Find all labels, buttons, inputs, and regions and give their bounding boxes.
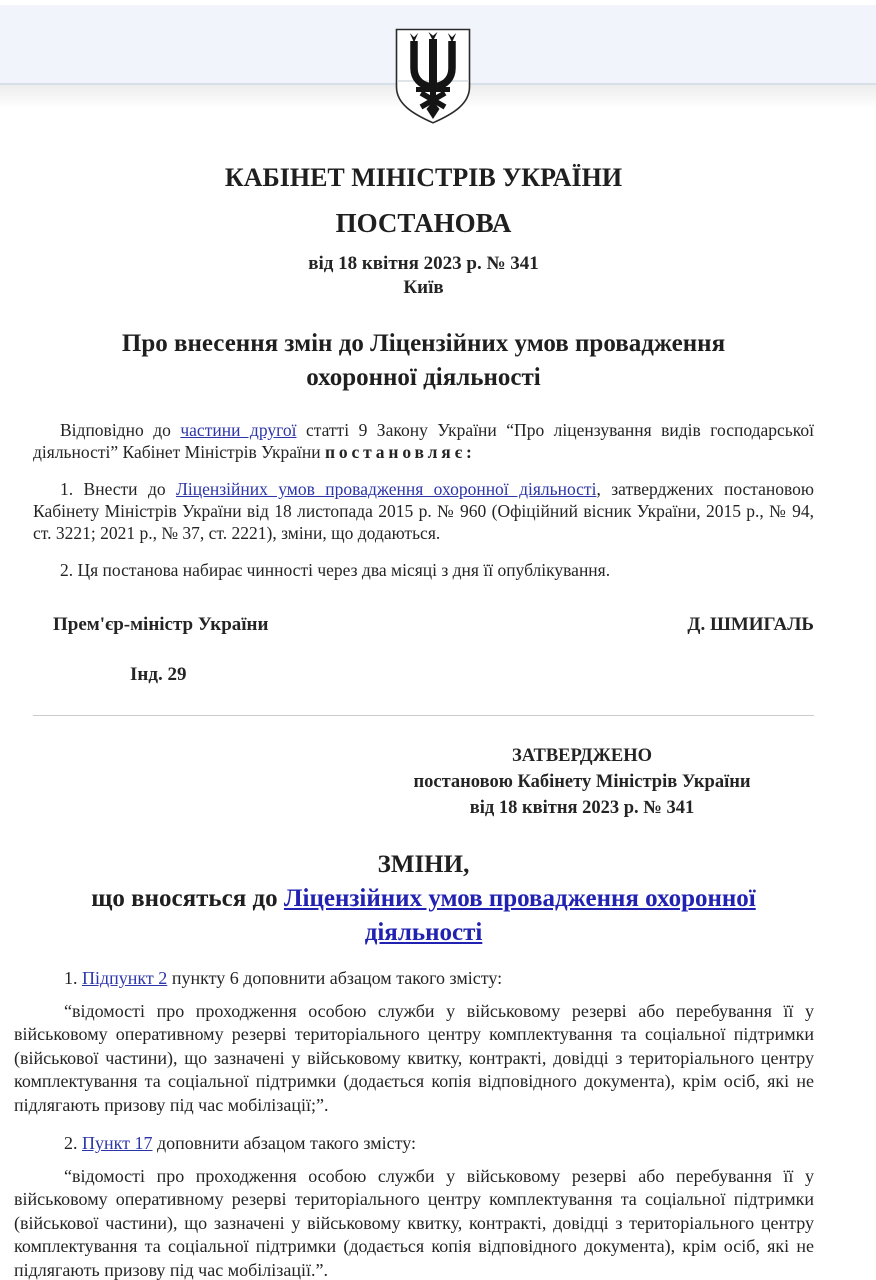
annex-title-link-licensing-conditions[interactable]: Ліцензійних умов провадження охоронної діяльності: [283, 885, 756, 946]
preamble-text-after: статті 9 Закону України “Про ліцензування видів господарської діяльності” Кабінет Міністрів України: [33, 420, 815, 462]
approval-line-by: постановою Кабінету Міністрів України: [413, 772, 751, 792]
resolves-word: постановляє:: [325, 442, 476, 462]
annex-title: [74, 848, 774, 950]
annex-item-2-text: доповнити абзацом такого змісту:: [152, 1133, 416, 1153]
signature-row: [33, 613, 814, 637]
item-1-text-after: , затверджених постановою Кабінету Міністрів України від 18 листопада 2015 р. № 960 (Офіційний вісник України, 2015 р., № 94, ст. 3221; 2021 р., № 37, ст. 2221), зміни, що додаються.: [33, 479, 814, 543]
annex-item-1-heading: [14, 967, 814, 991]
link-part-two-article-9[interactable]: частини другої: [180, 420, 297, 440]
approval-line-approved: ЗАТВЕРДЖЕНО: [512, 746, 652, 766]
annex-title-text-before: що вносяться до: [91, 885, 284, 912]
link-subitem-2[interactable]: Підпункт 2: [82, 968, 168, 988]
annex-item-1-number: 1.: [64, 968, 82, 988]
doc-date-number: від 18 квітня 2023 р. № 341: [308, 253, 539, 274]
signature-name: Д. ШМИГАЛЬ: [687, 614, 814, 635]
annex-item-1-quote: “відомості про проходження особою служби у військовому резерві або перебування її у військовому оперативному резерві територіального центру комплектування та соціальної підтримки (військової частини), що зазначені у військовому квитку, контракті, довідці з територіального центру комплектування та соціальної підтримки (додається копія відповідного документа), крім осіб, які не підлягають призову під час мобілізації;”.: [14, 1000, 814, 1115]
annex-item-2-heading: [14, 1132, 814, 1156]
doc-type-heading: ПОСТАНОВА: [335, 208, 512, 238]
link-licensing-conditions[interactable]: Ліцензійних умов провадження охоронної діяльності: [176, 479, 597, 499]
index-number: Інд. 29: [130, 664, 187, 685]
coat-of-arms-of-ukraine-icon: [394, 28, 472, 125]
link-item-17[interactable]: Пункт 17: [82, 1133, 153, 1153]
approval-line-date: від 18 квітня 2023 р. № 341: [469, 798, 695, 818]
org-name: КАБІНЕТ МІНІСТРІВ УКРАЇНИ: [224, 163, 623, 192]
resolution-item-1: [33, 478, 814, 544]
resolution-item-2: 2. Ця постанова набирає чинності через два місяці з дня її опублікування.: [60, 560, 611, 580]
annex-item-1-text: пункту 6 доповнити абзацом такого змісту:: [167, 968, 503, 988]
item-1-text-before: 1. Внести до: [60, 479, 177, 499]
doc-title: Про внесення змін до Ліцензійних умов провадження охоронної діяльності: [121, 330, 726, 391]
preamble-text-before: Відповідно до: [60, 420, 181, 440]
annex-item-2-quote: “відомості про проходження особою служби у військовому резерві або перебування її у військовому оперативному резерві територіального центру комплектування та соціальної підтримки (військової частини), що зазначені у військовому квитку, контракті, довідці з територіального центру комплектування та соціальної підтримки (додається копія відповідного документа), крім осіб, які не підлягають призову під час мобілізації.”.: [14, 1165, 814, 1280]
annex-title-line1: ЗМІНИ,: [377, 851, 470, 878]
approval-block: [402, 743, 762, 821]
signature-role: Прем'єр-міністр України: [53, 614, 269, 635]
section-divider: [33, 715, 814, 716]
preamble-paragraph: [33, 419, 814, 463]
doc-city: Київ: [403, 277, 444, 298]
annex-item-2-number: 2.: [64, 1133, 82, 1153]
document-body: [0, 163, 876, 1280]
